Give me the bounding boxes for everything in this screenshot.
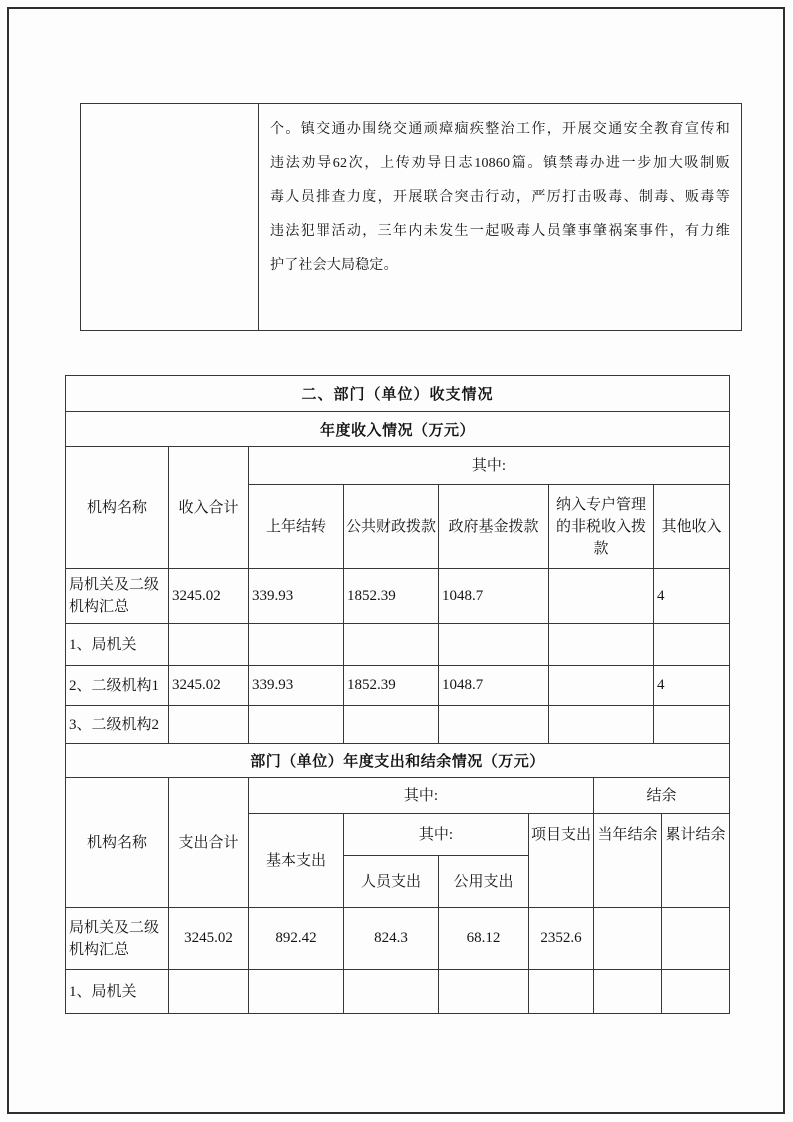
income-header-gov-fund: 政府基金拨款	[439, 485, 549, 569]
section-title: 二、部门（单位）收支情况	[66, 376, 730, 412]
cell-special-account	[549, 569, 654, 624]
cell-other: 4	[654, 569, 730, 624]
cell-public-finance: 1852.39	[344, 569, 439, 624]
cell-org: 局机关及二级机构汇总	[66, 908, 169, 970]
continuation-empty-cell	[81, 104, 259, 331]
cell-org: 1、局机关	[66, 970, 169, 1014]
income-header-other: 其他收入	[654, 485, 730, 569]
income-header-total: 收入合计	[169, 447, 249, 569]
expenditure-header-current-balance: 当年结余	[594, 814, 662, 908]
expenditure-header-accumulated-balance: 累计结余	[662, 814, 730, 908]
cell-current-balance	[594, 970, 662, 1014]
expenditure-table	[65, 743, 730, 1014]
income-header-special-account: 纳入专户管理的非税收入拨款	[549, 485, 654, 569]
cell-total: 3245.02	[169, 666, 249, 706]
income-header-among: 其中:	[249, 447, 730, 485]
cell-public	[439, 970, 529, 1014]
cell-public: 68.12	[439, 908, 529, 970]
table-row	[66, 569, 730, 624]
cell-personnel	[344, 970, 439, 1014]
cell-total	[169, 624, 249, 666]
table-row	[66, 908, 730, 970]
expenditure-subtitle: 部门（单位）年度支出和结余情况（万元）	[66, 744, 730, 778]
cell-other	[654, 624, 730, 666]
cell-carryover	[249, 624, 344, 666]
cell-total: 3245.02	[169, 569, 249, 624]
paragraph-line: 个。镇交通办围绕交通顽瘴痼疾整治工作，开展交通安全教育宣传和	[270, 122, 730, 137]
income-table	[65, 375, 730, 744]
cell-carryover: 339.93	[249, 569, 344, 624]
cell-special-account	[549, 666, 654, 706]
income-header-org: 机构名称	[66, 447, 169, 569]
paragraph-line: 护了社会大局稳定。	[270, 258, 398, 273]
cell-current-balance	[594, 908, 662, 970]
cell-gov-fund	[439, 706, 549, 744]
table-row	[66, 376, 730, 412]
cell-project	[529, 970, 594, 1014]
cell-public-finance	[344, 706, 439, 744]
paragraph-line: 违法劝导62次，上传劝导日志10860篇。镇禁毒办进一步加大吸制贩	[270, 156, 730, 171]
cell-total: 3245.02	[169, 908, 249, 970]
expenditure-header-personnel: 人员支出	[344, 856, 439, 908]
paragraph-line: 违法犯罪活动，三年内未发生一起吸毒人员肇事肇祸案事件，有力维	[270, 224, 730, 239]
table-row	[66, 970, 730, 1014]
cell-public-finance	[344, 624, 439, 666]
cell-accumulated-balance	[662, 908, 730, 970]
expenditure-header-project: 项目支出	[529, 814, 594, 908]
expenditure-header-basic: 基本支出	[249, 814, 344, 908]
income-subtitle: 年度收入情况（万元）	[66, 412, 730, 447]
cell-personnel: 824.3	[344, 908, 439, 970]
table-row	[81, 104, 742, 331]
continuation-text-cell	[259, 104, 742, 331]
expenditure-header-org: 机构名称	[66, 778, 169, 908]
cell-gov-fund: 1048.7	[439, 569, 549, 624]
cell-basic	[249, 970, 344, 1014]
income-header-public-finance: 公共财政拨款	[344, 485, 439, 569]
table-row	[66, 778, 730, 814]
table-row	[66, 744, 730, 778]
cell-special-account	[549, 624, 654, 666]
table-row	[66, 666, 730, 706]
cell-accumulated-balance	[662, 970, 730, 1014]
cell-org: 2、二级机构1	[66, 666, 169, 706]
cell-gov-fund	[439, 624, 549, 666]
cell-total	[169, 970, 249, 1014]
table-row	[66, 412, 730, 447]
cell-basic: 892.42	[249, 908, 344, 970]
expenditure-header-balance: 结余	[594, 778, 730, 814]
cell-org: 3、二级机构2	[66, 706, 169, 744]
cell-carryover	[249, 706, 344, 744]
cell-special-account	[549, 706, 654, 744]
expenditure-header-among2: 其中:	[344, 814, 529, 856]
cell-other	[654, 706, 730, 744]
continuation-table	[80, 103, 742, 331]
table-row	[66, 624, 730, 666]
cell-org: 1、局机关	[66, 624, 169, 666]
paragraph-line: 毒人员排查力度，开展联合突击行动，严厉打击吸毒、制毒、贩毒等	[270, 190, 730, 205]
cell-gov-fund: 1048.7	[439, 666, 549, 706]
cell-org: 局机关及二级机构汇总	[66, 569, 169, 624]
cell-other: 4	[654, 666, 730, 706]
expenditure-header-among1: 其中:	[249, 778, 594, 814]
cell-carryover: 339.93	[249, 666, 344, 706]
expenditure-header-public: 公用支出	[439, 856, 529, 908]
table-row	[66, 706, 730, 744]
expenditure-header-total: 支出合计	[169, 778, 249, 908]
table-row	[66, 447, 730, 485]
income-header-carryover: 上年结转	[249, 485, 344, 569]
cell-total	[169, 706, 249, 744]
cell-public-finance: 1852.39	[344, 666, 439, 706]
revenue-expenditure-section	[65, 375, 729, 1014]
cell-project: 2352.6	[529, 908, 594, 970]
